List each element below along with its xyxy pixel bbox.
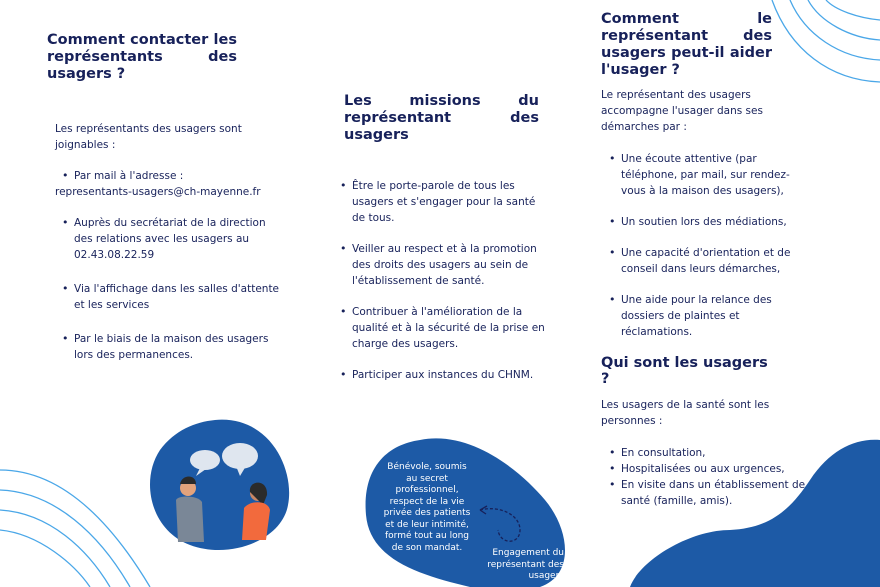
mail-label: Par mail à l'adresse :	[74, 170, 184, 182]
list-item: • Une écoute attentive (par téléphone, par mail, sur rendez-vous à la maison des usagers),	[621, 151, 806, 199]
list-item: • Hospitalisées ou aux urgences,	[621, 461, 806, 477]
users-list	[621, 445, 806, 509]
list-item: • Via l'affichage dans les salles d'attente et les services	[74, 281, 284, 313]
list-item: • Une aide pour la relance des dossiers de plaintes et réclamations.	[621, 292, 806, 340]
mail-address-link[interactable]: representants-usagers@ch-mayenne.fr	[55, 186, 261, 198]
list-item: • Être le porte-parole de tous les usagers et s'engager pour la santé de tous.	[352, 178, 547, 226]
list-item: • Participer aux instances du CHNM.	[352, 367, 547, 383]
help-intro: Le représentant des usagers accompagne l'usager dans ses démarches par :	[601, 89, 763, 133]
list-item: • En visite dans un établissement de santé (famille, amis).	[621, 477, 806, 509]
contact-heading: Comment contacter les représentants des usagers ?	[47, 32, 237, 82]
list-item: • Auprès du secrétariat de la direction des relations avec les usagers au 02.43.08.22.59	[74, 215, 284, 263]
users-intro: Les usagers de la santé sont les personnes :	[601, 399, 770, 427]
help-column	[601, 11, 806, 509]
missions-list	[352, 178, 547, 383]
contact-column	[47, 32, 287, 363]
help-heading: Comment le représentant des usagers peut-il aider l'usager ?	[601, 11, 772, 78]
contact-list	[55, 168, 284, 363]
list-item	[55, 168, 284, 200]
navy-blob-left	[150, 420, 289, 550]
list-item: • Un soutien lors des médiations,	[621, 214, 806, 230]
engagement-text: Engagement du représentant des usagers	[487, 548, 564, 581]
help-list	[621, 151, 806, 340]
volunteer-text: Bénévole, soumis au secret professionnel, respect de la vie privée des patients et de leur intimité, formé tout au long de son mandat.	[383, 462, 471, 553]
users-heading: Qui sont les usagers ?	[601, 355, 768, 387]
list-item: • Par le biais de la maison des usagers lors des permanences.	[74, 331, 284, 363]
list-item: • Une capacité d'orientation et de conseil dans leurs démarches,	[621, 245, 806, 277]
list-item: • Contribuer à l'amélioration de la qualité et à la sécurité de la prise en charge des usagers.	[352, 304, 547, 352]
missions-heading: Les missions du représentant des usagers	[344, 93, 539, 143]
missions-column	[344, 93, 545, 398]
list-item: • Veiller au respect et à la promotion des droits des usagers au sein de l'établissement de santé.	[352, 241, 547, 289]
contact-intro: Les représentants des usagers sont joignables :	[55, 123, 242, 151]
list-item: • En consultation,	[621, 445, 806, 461]
